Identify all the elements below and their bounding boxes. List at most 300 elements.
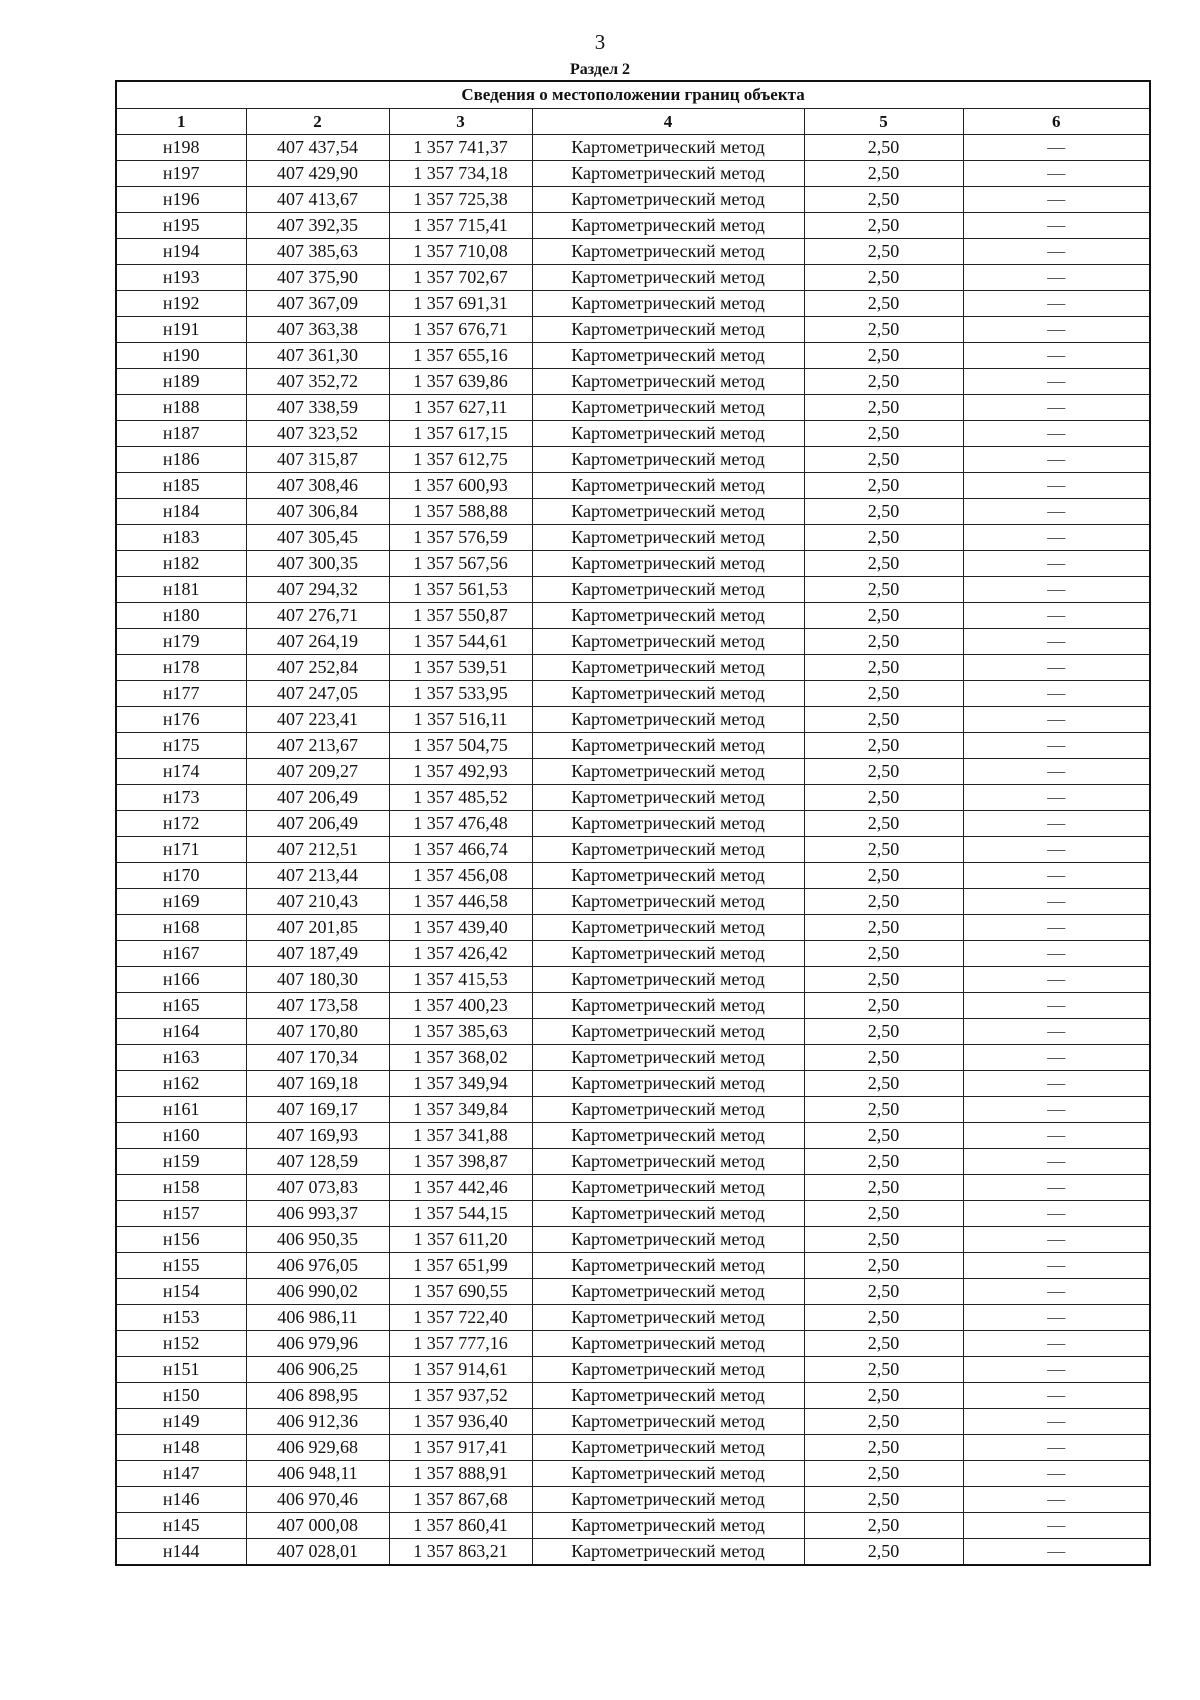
- x-coordinate-cell: 407 276,71: [246, 603, 389, 629]
- method-cell: Картометрический метод: [532, 733, 804, 759]
- description-cell: —: [963, 213, 1150, 239]
- method-cell: Картометрический метод: [532, 1097, 804, 1123]
- accuracy-cell: 2,50: [804, 525, 963, 551]
- y-coordinate-cell: 1 357 914,61: [389, 1357, 532, 1383]
- accuracy-cell: 2,50: [804, 733, 963, 759]
- x-coordinate-cell: 407 210,43: [246, 889, 389, 915]
- table-row: [116, 785, 1150, 811]
- x-coordinate-cell: 407 252,84: [246, 655, 389, 681]
- x-coordinate-cell: 407 206,49: [246, 811, 389, 837]
- table-row: [116, 1097, 1150, 1123]
- accuracy-cell: 2,50: [804, 135, 963, 161]
- accuracy-cell: 2,50: [804, 265, 963, 291]
- point-id-cell: н176: [116, 707, 246, 733]
- table-row: [116, 837, 1150, 863]
- description-cell: —: [963, 577, 1150, 603]
- point-id-cell: н192: [116, 291, 246, 317]
- accuracy-cell: 2,50: [804, 707, 963, 733]
- x-coordinate-cell: 407 338,59: [246, 395, 389, 421]
- method-cell: Картометрический метод: [532, 811, 804, 837]
- accuracy-cell: 2,50: [804, 1123, 963, 1149]
- method-cell: Картометрический метод: [532, 187, 804, 213]
- table-row: [116, 993, 1150, 1019]
- point-id-cell: н160: [116, 1123, 246, 1149]
- point-id-cell: н164: [116, 1019, 246, 1045]
- x-coordinate-cell: 407 300,35: [246, 551, 389, 577]
- accuracy-cell: 2,50: [804, 1019, 963, 1045]
- y-coordinate-cell: 1 357 576,59: [389, 525, 532, 551]
- description-cell: —: [963, 863, 1150, 889]
- description-cell: —: [963, 889, 1150, 915]
- method-cell: Картометрический метод: [532, 1435, 804, 1461]
- point-id-cell: н146: [116, 1487, 246, 1513]
- table-row: [116, 1383, 1150, 1409]
- table-row: [116, 889, 1150, 915]
- x-coordinate-cell: 407 213,44: [246, 863, 389, 889]
- y-coordinate-cell: 1 357 691,31: [389, 291, 532, 317]
- description-cell: —: [963, 161, 1150, 187]
- table-row: [116, 1435, 1150, 1461]
- accuracy-cell: 2,50: [804, 681, 963, 707]
- table-row: [116, 1513, 1150, 1539]
- y-coordinate-cell: 1 357 385,63: [389, 1019, 532, 1045]
- x-coordinate-cell: 407 201,85: [246, 915, 389, 941]
- accuracy-cell: 2,50: [804, 577, 963, 603]
- point-id-cell: н151: [116, 1357, 246, 1383]
- y-coordinate-cell: 1 357 398,87: [389, 1149, 532, 1175]
- accuracy-cell: 2,50: [804, 1149, 963, 1175]
- table-row: [116, 1123, 1150, 1149]
- point-id-cell: н158: [116, 1175, 246, 1201]
- description-cell: —: [963, 421, 1150, 447]
- x-coordinate-cell: 407 361,30: [246, 343, 389, 369]
- table-row: [116, 395, 1150, 421]
- accuracy-cell: 2,50: [804, 1227, 963, 1253]
- x-coordinate-cell: 406 979,96: [246, 1331, 389, 1357]
- description-cell: —: [963, 1383, 1150, 1409]
- method-cell: Картометрический метод: [532, 1201, 804, 1227]
- table-row: [116, 1539, 1150, 1566]
- table-row: [116, 421, 1150, 447]
- y-coordinate-cell: 1 357 936,40: [389, 1409, 532, 1435]
- y-coordinate-cell: 1 357 617,15: [389, 421, 532, 447]
- point-id-cell: н194: [116, 239, 246, 265]
- description-cell: —: [963, 1149, 1150, 1175]
- description-cell: —: [963, 811, 1150, 837]
- y-coordinate-cell: 1 357 544,15: [389, 1201, 532, 1227]
- description-cell: —: [963, 915, 1150, 941]
- point-id-cell: н149: [116, 1409, 246, 1435]
- accuracy-cell: 2,50: [804, 1435, 963, 1461]
- method-cell: Картометрический метод: [532, 967, 804, 993]
- accuracy-cell: 2,50: [804, 395, 963, 421]
- description-cell: —: [963, 629, 1150, 655]
- accuracy-cell: 2,50: [804, 213, 963, 239]
- accuracy-cell: 2,50: [804, 785, 963, 811]
- accuracy-cell: 2,50: [804, 421, 963, 447]
- y-coordinate-cell: 1 357 415,53: [389, 967, 532, 993]
- method-cell: Картометрический метод: [532, 1357, 804, 1383]
- x-coordinate-cell: 406 950,35: [246, 1227, 389, 1253]
- method-cell: Картометрический метод: [532, 785, 804, 811]
- description-cell: —: [963, 1045, 1150, 1071]
- x-coordinate-cell: 406 993,37: [246, 1201, 389, 1227]
- x-coordinate-cell: 407 173,58: [246, 993, 389, 1019]
- table-row: [116, 1279, 1150, 1305]
- accuracy-cell: 2,50: [804, 759, 963, 785]
- y-coordinate-cell: 1 357 863,21: [389, 1539, 532, 1566]
- x-coordinate-cell: 407 209,27: [246, 759, 389, 785]
- point-id-cell: н153: [116, 1305, 246, 1331]
- y-coordinate-cell: 1 357 627,11: [389, 395, 532, 421]
- description-cell: —: [963, 369, 1150, 395]
- table-row: [116, 1461, 1150, 1487]
- accuracy-cell: 2,50: [804, 837, 963, 863]
- description-cell: —: [963, 1097, 1150, 1123]
- method-cell: Картометрический метод: [532, 369, 804, 395]
- method-cell: Картометрический метод: [532, 343, 804, 369]
- page-number: 3: [594, 30, 606, 54]
- point-id-cell: н174: [116, 759, 246, 785]
- method-cell: Картометрический метод: [532, 1253, 804, 1279]
- accuracy-cell: 2,50: [804, 655, 963, 681]
- method-cell: Картометрический метод: [532, 213, 804, 239]
- y-coordinate-cell: 1 357 400,23: [389, 993, 532, 1019]
- description-cell: —: [963, 1331, 1150, 1357]
- y-coordinate-cell: 1 357 655,16: [389, 343, 532, 369]
- accuracy-cell: 2,50: [804, 343, 963, 369]
- y-coordinate-cell: 1 357 725,38: [389, 187, 532, 213]
- point-id-cell: н150: [116, 1383, 246, 1409]
- accuracy-cell: 2,50: [804, 1253, 963, 1279]
- method-cell: Картометрический метод: [532, 1409, 804, 1435]
- table-row: [116, 1331, 1150, 1357]
- description-cell: —: [963, 317, 1150, 343]
- y-coordinate-cell: 1 357 456,08: [389, 863, 532, 889]
- description-cell: —: [963, 135, 1150, 161]
- accuracy-cell: 2,50: [804, 603, 963, 629]
- y-coordinate-cell: 1 357 561,53: [389, 577, 532, 603]
- accuracy-cell: 2,50: [804, 291, 963, 317]
- x-coordinate-cell: 406 970,46: [246, 1487, 389, 1513]
- accuracy-cell: 2,50: [804, 1045, 963, 1071]
- x-coordinate-cell: 407 413,67: [246, 187, 389, 213]
- x-coordinate-cell: 406 976,05: [246, 1253, 389, 1279]
- description-cell: —: [963, 733, 1150, 759]
- point-id-cell: н188: [116, 395, 246, 421]
- y-coordinate-cell: 1 357 439,40: [389, 915, 532, 941]
- method-cell: Картометрический метод: [532, 1305, 804, 1331]
- x-coordinate-cell: 406 898,95: [246, 1383, 389, 1409]
- y-coordinate-cell: 1 357 476,48: [389, 811, 532, 837]
- table-row: [116, 1357, 1150, 1383]
- description-cell: —: [963, 1227, 1150, 1253]
- accuracy-cell: 2,50: [804, 1513, 963, 1539]
- table-row: [116, 447, 1150, 473]
- description-cell: —: [963, 1487, 1150, 1513]
- method-cell: Картометрический метод: [532, 759, 804, 785]
- method-cell: Картометрический метод: [532, 1019, 804, 1045]
- description-cell: —: [963, 941, 1150, 967]
- y-coordinate-cell: 1 357 504,75: [389, 733, 532, 759]
- x-coordinate-cell: 407 206,49: [246, 785, 389, 811]
- column-number-cell: 2: [246, 109, 389, 135]
- x-coordinate-cell: 407 305,45: [246, 525, 389, 551]
- description-cell: —: [963, 1513, 1150, 1539]
- x-coordinate-cell: 407 294,32: [246, 577, 389, 603]
- description-cell: —: [963, 447, 1150, 473]
- point-id-cell: н173: [116, 785, 246, 811]
- x-coordinate-cell: 407 367,09: [246, 291, 389, 317]
- description-cell: —: [963, 1253, 1150, 1279]
- description-cell: —: [963, 239, 1150, 265]
- x-coordinate-cell: 407 352,72: [246, 369, 389, 395]
- accuracy-cell: 2,50: [804, 1461, 963, 1487]
- accuracy-cell: 2,50: [804, 187, 963, 213]
- y-coordinate-cell: 1 357 349,84: [389, 1097, 532, 1123]
- method-cell: Картометрический метод: [532, 1149, 804, 1175]
- point-id-cell: н185: [116, 473, 246, 499]
- table-row: [116, 1149, 1150, 1175]
- x-coordinate-cell: 406 986,11: [246, 1305, 389, 1331]
- description-cell: —: [963, 681, 1150, 707]
- method-cell: Картометрический метод: [532, 1461, 804, 1487]
- table-row: [116, 291, 1150, 317]
- table-row: [116, 603, 1150, 629]
- method-cell: Картометрический метод: [532, 1045, 804, 1071]
- x-coordinate-cell: 407 169,17: [246, 1097, 389, 1123]
- point-id-cell: н166: [116, 967, 246, 993]
- method-cell: Картометрический метод: [532, 265, 804, 291]
- description-cell: —: [963, 1201, 1150, 1227]
- point-id-cell: н163: [116, 1045, 246, 1071]
- point-id-cell: н144: [116, 1539, 246, 1566]
- description-cell: —: [963, 1123, 1150, 1149]
- table-row: [116, 759, 1150, 785]
- x-coordinate-cell: 407 323,52: [246, 421, 389, 447]
- x-coordinate-cell: 407 429,90: [246, 161, 389, 187]
- y-coordinate-cell: 1 357 426,42: [389, 941, 532, 967]
- accuracy-cell: 2,50: [804, 1201, 963, 1227]
- point-id-cell: н183: [116, 525, 246, 551]
- y-coordinate-cell: 1 357 485,52: [389, 785, 532, 811]
- point-id-cell: н168: [116, 915, 246, 941]
- x-coordinate-cell: 407 213,67: [246, 733, 389, 759]
- y-coordinate-cell: 1 357 446,58: [389, 889, 532, 915]
- table-row: [116, 941, 1150, 967]
- y-coordinate-cell: 1 357 867,68: [389, 1487, 532, 1513]
- y-coordinate-cell: 1 357 492,93: [389, 759, 532, 785]
- method-cell: Картометрический метод: [532, 317, 804, 343]
- point-id-cell: н196: [116, 187, 246, 213]
- method-cell: Картометрический метод: [532, 395, 804, 421]
- description-cell: —: [963, 1539, 1150, 1566]
- point-id-cell: н156: [116, 1227, 246, 1253]
- description-cell: —: [963, 1461, 1150, 1487]
- y-coordinate-cell: 1 357 676,71: [389, 317, 532, 343]
- description-cell: —: [963, 1019, 1150, 1045]
- table-row: [116, 655, 1150, 681]
- point-id-cell: н190: [116, 343, 246, 369]
- accuracy-cell: 2,50: [804, 915, 963, 941]
- method-cell: Картометрический метод: [532, 1383, 804, 1409]
- description-cell: —: [963, 707, 1150, 733]
- accuracy-cell: 2,50: [804, 239, 963, 265]
- method-cell: Картометрический метод: [532, 889, 804, 915]
- x-coordinate-cell: 407 375,90: [246, 265, 389, 291]
- accuracy-cell: 2,50: [804, 369, 963, 395]
- description-cell: —: [963, 1435, 1150, 1461]
- point-id-cell: н182: [116, 551, 246, 577]
- point-id-cell: н179: [116, 629, 246, 655]
- column-number-cell: 6: [963, 109, 1150, 135]
- point-id-cell: н154: [116, 1279, 246, 1305]
- description-cell: —: [963, 499, 1150, 525]
- table-row: [116, 161, 1150, 187]
- table-row: [116, 1019, 1150, 1045]
- table-row: [116, 135, 1150, 161]
- boundary-coordinates-table: [115, 80, 1151, 1566]
- y-coordinate-cell: 1 357 917,41: [389, 1435, 532, 1461]
- table-row: [116, 317, 1150, 343]
- method-cell: Картометрический метод: [532, 421, 804, 447]
- description-cell: —: [963, 967, 1150, 993]
- method-cell: Картометрический метод: [532, 1175, 804, 1201]
- y-coordinate-cell: 1 357 544,61: [389, 629, 532, 655]
- method-cell: Картометрический метод: [532, 1279, 804, 1305]
- accuracy-cell: 2,50: [804, 1175, 963, 1201]
- y-coordinate-cell: 1 357 550,87: [389, 603, 532, 629]
- method-cell: Картометрический метод: [532, 1539, 804, 1566]
- accuracy-cell: 2,50: [804, 811, 963, 837]
- column-number-row: [116, 109, 1150, 135]
- x-coordinate-cell: 407 308,46: [246, 473, 389, 499]
- table-row: [116, 915, 1150, 941]
- table-row: [116, 707, 1150, 733]
- y-coordinate-cell: 1 357 710,08: [389, 239, 532, 265]
- point-id-cell: н169: [116, 889, 246, 915]
- description-cell: —: [963, 1305, 1150, 1331]
- accuracy-cell: 2,50: [804, 863, 963, 889]
- method-cell: Картометрический метод: [532, 863, 804, 889]
- accuracy-cell: 2,50: [804, 941, 963, 967]
- accuracy-cell: 2,50: [804, 993, 963, 1019]
- accuracy-cell: 2,50: [804, 1097, 963, 1123]
- method-cell: Картометрический метод: [532, 915, 804, 941]
- method-cell: Картометрический метод: [532, 291, 804, 317]
- column-number-cell: 1: [116, 109, 246, 135]
- table-row: [116, 1071, 1150, 1097]
- method-cell: Картометрический метод: [532, 707, 804, 733]
- point-id-cell: н162: [116, 1071, 246, 1097]
- x-coordinate-cell: 406 929,68: [246, 1435, 389, 1461]
- accuracy-cell: 2,50: [804, 1409, 963, 1435]
- x-coordinate-cell: 407 170,34: [246, 1045, 389, 1071]
- method-cell: Картометрический метод: [532, 1123, 804, 1149]
- accuracy-cell: 2,50: [804, 629, 963, 655]
- table-row: [116, 1487, 1150, 1513]
- point-id-cell: н191: [116, 317, 246, 343]
- accuracy-cell: 2,50: [804, 1487, 963, 1513]
- point-id-cell: н157: [116, 1201, 246, 1227]
- y-coordinate-cell: 1 357 702,67: [389, 265, 532, 291]
- table-row: [116, 629, 1150, 655]
- table-row: [116, 343, 1150, 369]
- point-id-cell: н197: [116, 161, 246, 187]
- description-cell: —: [963, 525, 1150, 551]
- method-cell: Картометрический метод: [532, 447, 804, 473]
- table-row: [116, 1201, 1150, 1227]
- description-cell: —: [963, 551, 1150, 577]
- table-row: [116, 1253, 1150, 1279]
- table-row: [116, 265, 1150, 291]
- x-coordinate-cell: 407 169,93: [246, 1123, 389, 1149]
- accuracy-cell: 2,50: [804, 1071, 963, 1097]
- description-cell: —: [963, 187, 1150, 213]
- x-coordinate-cell: 406 948,11: [246, 1461, 389, 1487]
- description-cell: —: [963, 473, 1150, 499]
- table-body: [116, 135, 1150, 1566]
- method-cell: Картометрический метод: [532, 239, 804, 265]
- method-cell: Картометрический метод: [532, 1331, 804, 1357]
- y-coordinate-cell: 1 357 341,88: [389, 1123, 532, 1149]
- table-row: [116, 1227, 1150, 1253]
- method-cell: Картометрический метод: [532, 499, 804, 525]
- y-coordinate-cell: 1 357 741,37: [389, 135, 532, 161]
- point-id-cell: н180: [116, 603, 246, 629]
- accuracy-cell: 2,50: [804, 551, 963, 577]
- column-number-cell: 3: [389, 109, 532, 135]
- x-coordinate-cell: 407 392,35: [246, 213, 389, 239]
- description-cell: —: [963, 291, 1150, 317]
- description-cell: —: [963, 343, 1150, 369]
- y-coordinate-cell: 1 357 639,86: [389, 369, 532, 395]
- y-coordinate-cell: 1 357 715,41: [389, 213, 532, 239]
- x-coordinate-cell: 407 437,54: [246, 135, 389, 161]
- section-title: Раздел 2: [569, 61, 631, 78]
- table-row: [116, 551, 1150, 577]
- point-id-cell: н172: [116, 811, 246, 837]
- method-cell: Картометрический метод: [532, 135, 804, 161]
- description-cell: —: [963, 1175, 1150, 1201]
- y-coordinate-cell: 1 357 734,18: [389, 161, 532, 187]
- table-row: [116, 1305, 1150, 1331]
- method-cell: Картометрический метод: [532, 837, 804, 863]
- description-cell: —: [963, 785, 1150, 811]
- method-cell: Картометрический метод: [532, 161, 804, 187]
- accuracy-cell: 2,50: [804, 1383, 963, 1409]
- y-coordinate-cell: 1 357 368,02: [389, 1045, 532, 1071]
- table-row: [116, 811, 1150, 837]
- accuracy-cell: 2,50: [804, 967, 963, 993]
- x-coordinate-cell: 407 247,05: [246, 681, 389, 707]
- accuracy-cell: 2,50: [804, 889, 963, 915]
- x-coordinate-cell: 407 028,01: [246, 1539, 389, 1566]
- point-id-cell: н184: [116, 499, 246, 525]
- table-row: [116, 525, 1150, 551]
- accuracy-cell: 2,50: [804, 473, 963, 499]
- accuracy-cell: 2,50: [804, 161, 963, 187]
- accuracy-cell: 2,50: [804, 447, 963, 473]
- accuracy-cell: 2,50: [804, 1539, 963, 1566]
- x-coordinate-cell: 407 000,08: [246, 1513, 389, 1539]
- table-header: [116, 81, 1150, 135]
- x-coordinate-cell: 406 912,36: [246, 1409, 389, 1435]
- point-id-cell: н167: [116, 941, 246, 967]
- y-coordinate-cell: 1 357 516,11: [389, 707, 532, 733]
- x-coordinate-cell: 406 906,25: [246, 1357, 389, 1383]
- table-row: [116, 967, 1150, 993]
